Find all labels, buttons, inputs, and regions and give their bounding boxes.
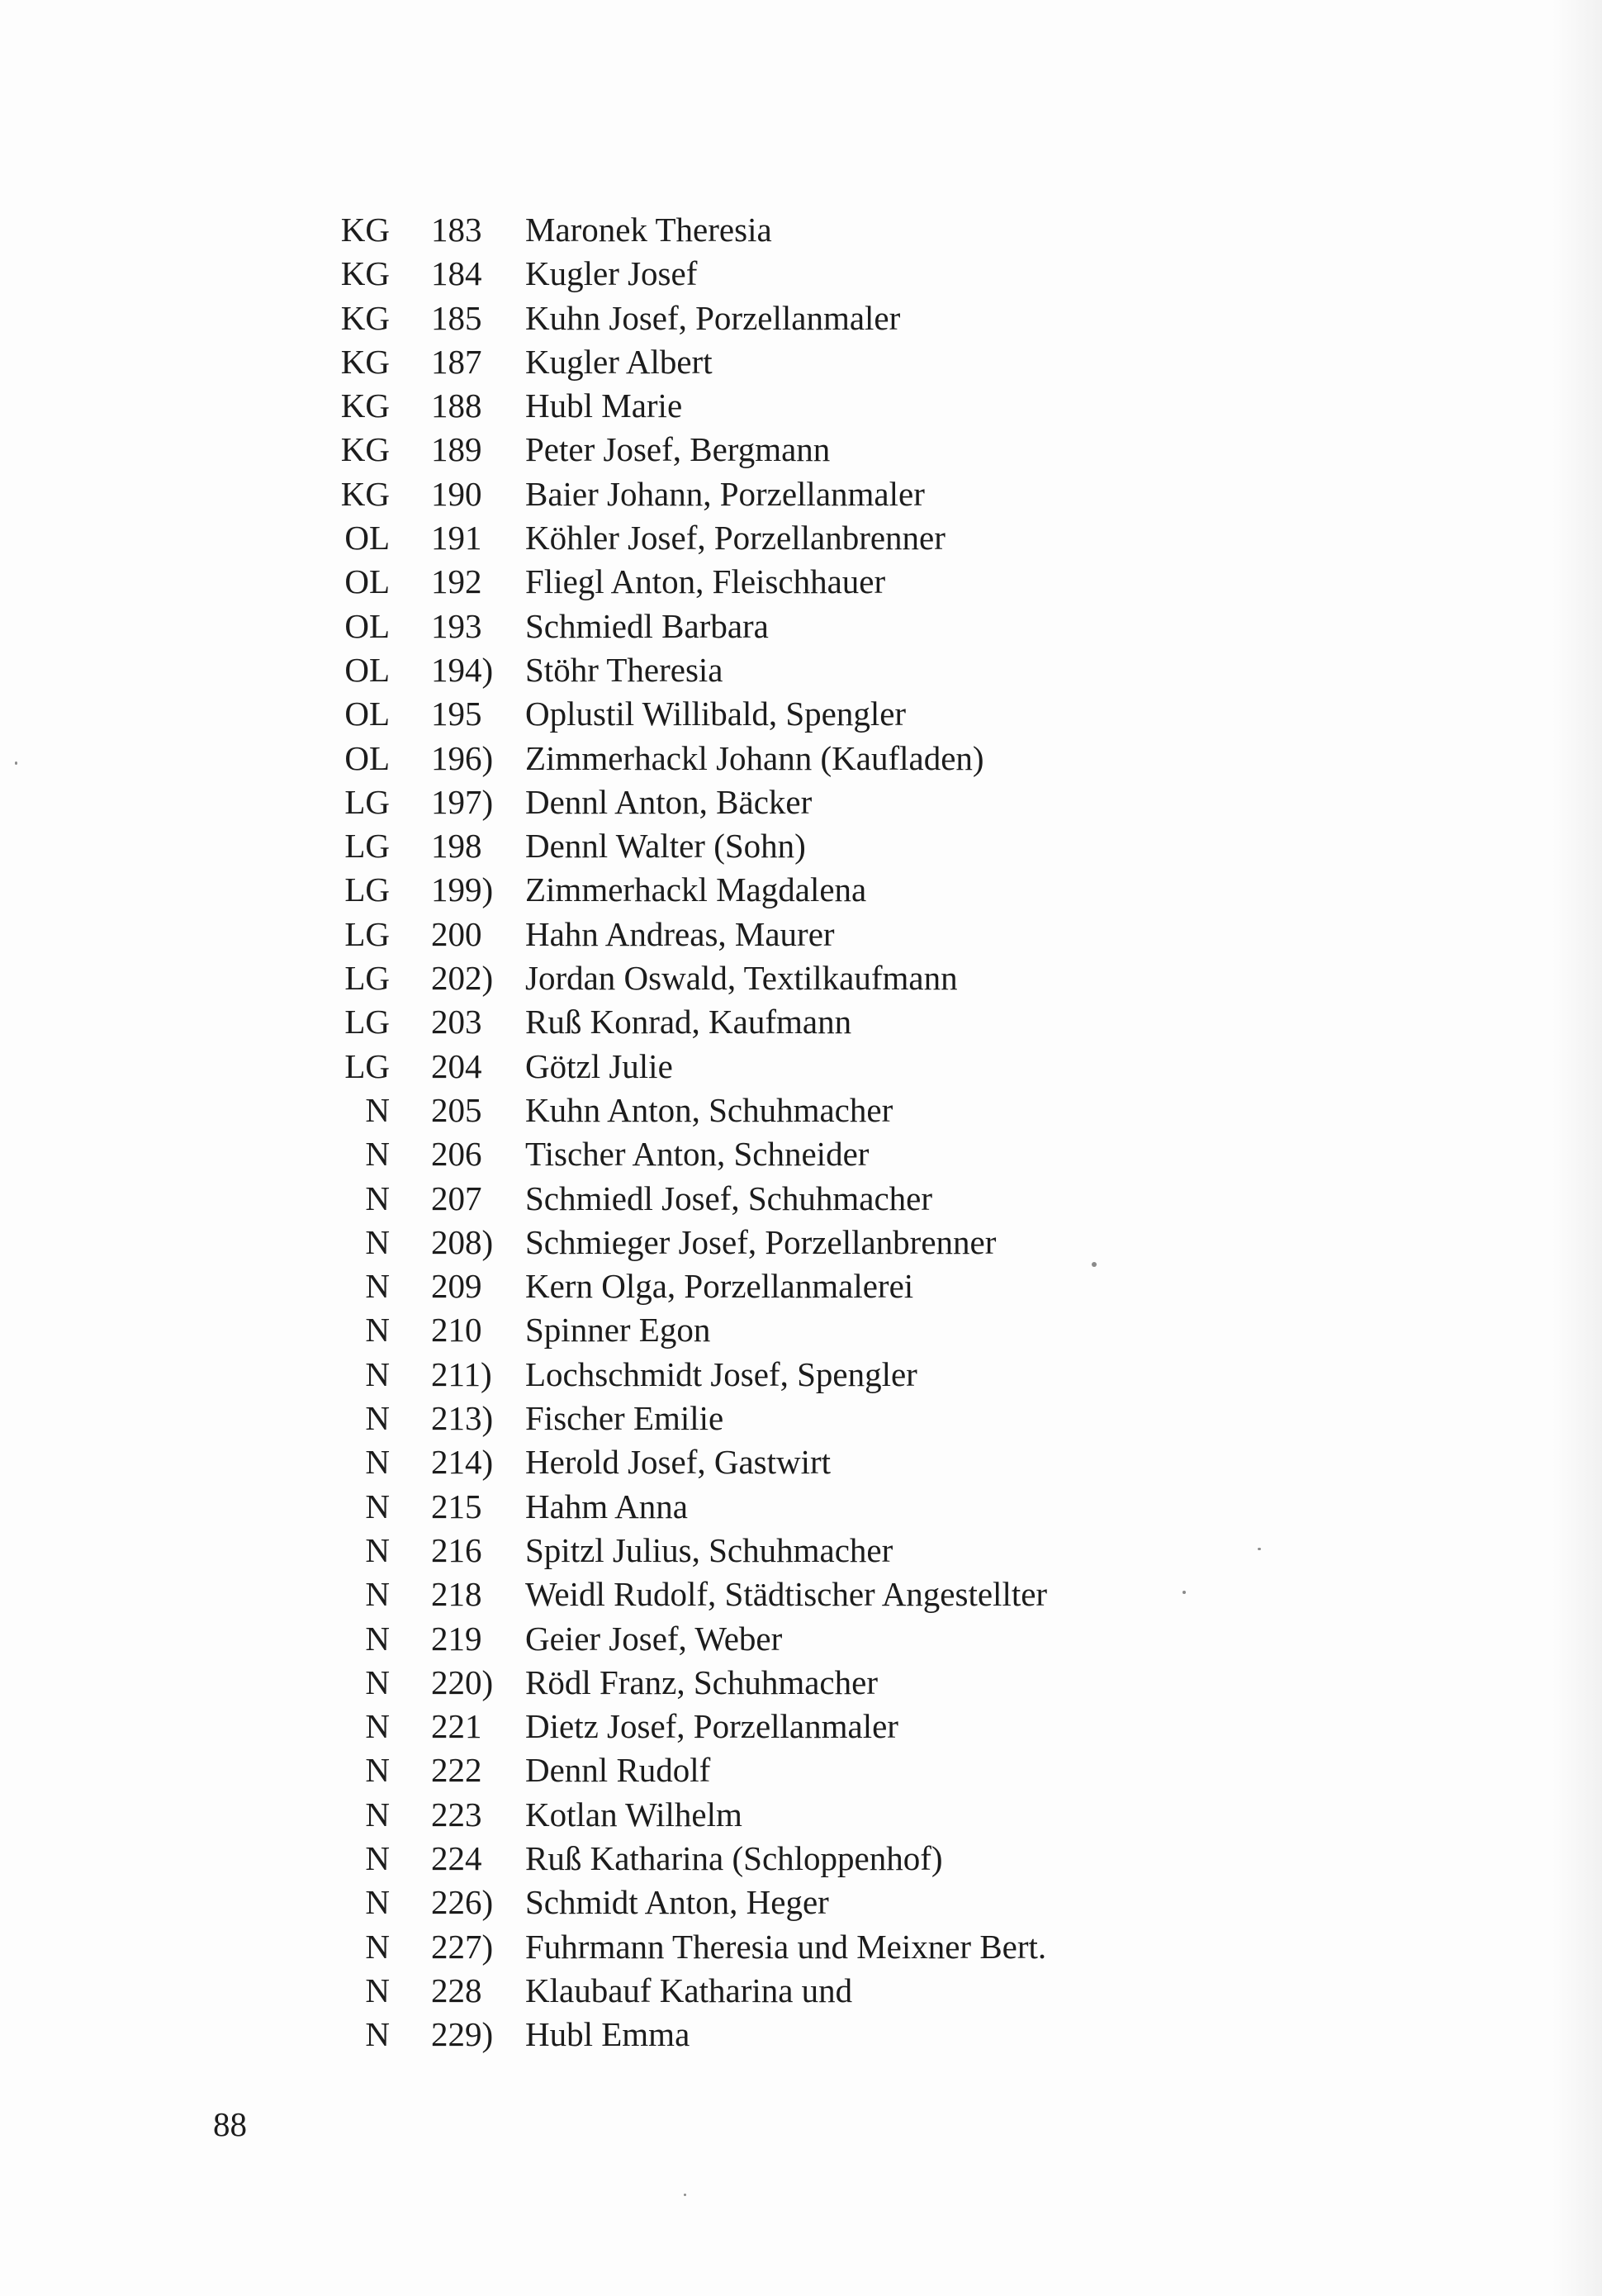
entry-name: Kotlan Wilhelm [525, 1795, 742, 1833]
entry-name: Fliegl Anton, Fleischhauer [525, 562, 886, 601]
entry-number: 207 [431, 1179, 482, 1217]
entry-number: 191 [431, 519, 482, 557]
page-edge-shadow [1552, 0, 1602, 2296]
entry-name: Dennl Walter (Sohn) [525, 827, 806, 866]
list-item [314, 1793, 1305, 1837]
list-item [314, 648, 1305, 692]
list-item [314, 208, 1305, 252]
entry-number: 224 [431, 1838, 482, 1877]
entry-name: Hubl Emma [525, 2015, 690, 2054]
entry-name: Schmiedl Barbara [525, 606, 769, 645]
list-item [314, 1045, 1305, 1089]
entry-name: Baier Johann, Porzellanmaler [525, 474, 925, 513]
entry-code: LG [344, 959, 390, 998]
entry-name: Lochschmidt Josef, Spengler [525, 1354, 917, 1393]
list-item [314, 913, 1305, 956]
entry-name: Hahn Andreas, Maurer [525, 914, 835, 953]
scan-speck [1092, 1262, 1097, 1267]
list-item [314, 692, 1305, 736]
entry-code: N [365, 1311, 390, 1350]
list-item [314, 737, 1305, 780]
entry-name: Dennl Anton, Bäcker [525, 782, 813, 821]
entry-code: OL [344, 519, 390, 557]
entry-name: Tischer Anton, Schneider [525, 1135, 870, 1174]
list-item [314, 1397, 1305, 1440]
entry-number: 199) [431, 870, 494, 909]
entry-code: N [365, 1751, 390, 1790]
entry-code: N [365, 1135, 390, 1174]
list-item [314, 1177, 1305, 1221]
entry-code: OL [344, 606, 390, 645]
entry-code: N [365, 1487, 390, 1525]
scan-speck [684, 2194, 686, 2196]
list-item [314, 1881, 1305, 1924]
entry-name: Oplustil Willibald, Spengler [525, 695, 907, 733]
entry-code: N [365, 1267, 390, 1306]
entry-name: Schmidt Anton, Heger [525, 1883, 829, 1922]
entry-code: LG [344, 827, 390, 866]
entry-name: Peter Josef, Bergmann [525, 430, 831, 469]
entry-number: 215 [431, 1487, 482, 1525]
entry-number: 189 [431, 430, 482, 469]
list-item [314, 1573, 1305, 1616]
list-item [314, 384, 1305, 428]
list-item [314, 868, 1305, 912]
entry-number: 220) [431, 1663, 494, 1701]
entry-number: 221 [431, 1707, 482, 1746]
entry-number: 210 [431, 1311, 482, 1350]
entry-code: N [365, 1619, 390, 1658]
list-item [314, 560, 1305, 604]
entry-number: 192 [431, 562, 482, 601]
entry-code: N [365, 1971, 390, 2009]
entry-number: 211) [431, 1354, 492, 1393]
entry-name: Kern Olga, Porzellanmalerei [525, 1267, 914, 1306]
entry-name: Köhler Josef, Porzellanbrenner [525, 519, 946, 557]
entry-number: 194) [431, 650, 494, 689]
list-item [314, 1748, 1305, 1792]
entry-number: 229) [431, 2015, 494, 2054]
entry-number: 219 [431, 1619, 482, 1658]
entry-name: Stöhr Theresia [525, 650, 723, 689]
entry-code: N [365, 1838, 390, 1877]
list-item [314, 780, 1305, 824]
entry-code: N [365, 1927, 390, 1966]
list-item [314, 1529, 1305, 1573]
list-item [314, 340, 1305, 384]
entry-code: N [365, 1179, 390, 1217]
entry-number: 198 [431, 827, 482, 866]
entry-name: Fischer Emilie [525, 1399, 724, 1438]
entry-code: KG [340, 474, 390, 513]
entry-code: N [365, 1663, 390, 1701]
entry-code: KG [340, 430, 390, 469]
entry-number: 222 [431, 1751, 482, 1790]
list-item [314, 296, 1305, 340]
entry-code: N [365, 1795, 390, 1833]
entry-code: LG [344, 870, 390, 909]
list-item [314, 1925, 1305, 1969]
entry-name: Zimmerhackl Johann (Kaufladen) [525, 738, 984, 777]
entry-code: N [365, 1530, 390, 1569]
list-item [314, 1308, 1305, 1352]
list-item [314, 1221, 1305, 1264]
entry-name: Götzl Julie [525, 1046, 673, 1085]
entry-code: KG [340, 298, 390, 337]
entry-code: KG [340, 387, 390, 425]
entry-code: N [365, 1443, 390, 1482]
entry-code: LG [344, 1003, 390, 1041]
entry-name: Rödl Franz, Schuhmacher [525, 1663, 878, 1701]
entry-number: 184 [431, 254, 482, 293]
entry-number: 209 [431, 1267, 482, 1306]
entry-name: Hubl Marie [525, 387, 683, 425]
entry-name: Kuhn Anton, Schuhmacher [525, 1090, 893, 1129]
entry-number: 197) [431, 782, 494, 821]
entry-code: KG [340, 254, 390, 293]
entry-name: Dietz Josef, Porzellanmaler [525, 1707, 898, 1746]
entry-name: Geier Josef, Weber [525, 1619, 783, 1658]
entry-number: 200 [431, 914, 482, 953]
entry-number: 187 [431, 342, 482, 381]
entry-code: N [365, 1883, 390, 1922]
scan-speck [15, 761, 17, 765]
entry-number: 204 [431, 1046, 482, 1085]
list-item [314, 1617, 1305, 1661]
entry-name: Spinner Egon [525, 1311, 711, 1350]
entry-code: N [365, 1399, 390, 1438]
entry-name: Kugler Josef [525, 254, 698, 293]
entry-name: Weidl Rudolf, Städtischer Angestellter [525, 1575, 1048, 1614]
entry-code: KG [340, 342, 390, 381]
entry-code: N [365, 2015, 390, 2054]
list-item [314, 956, 1305, 1000]
list-item [314, 516, 1305, 560]
entry-name: Zimmerhackl Magdalena [525, 870, 867, 909]
entry-name: Kuhn Josef, Porzellanmaler [525, 298, 901, 337]
list-item [314, 472, 1305, 516]
list-item [314, 1837, 1305, 1881]
list-item [314, 1132, 1305, 1176]
entry-code: N [365, 1707, 390, 1746]
entry-code: N [365, 1575, 390, 1614]
scan-speck [1258, 1548, 1261, 1550]
scan-speck [1183, 1591, 1186, 1594]
entry-code: OL [344, 738, 390, 777]
entry-number: 190 [431, 474, 482, 513]
entry-code: OL [344, 562, 390, 601]
entry-code: LG [344, 782, 390, 821]
list-item [314, 1264, 1305, 1308]
entry-code: OL [344, 695, 390, 733]
entry-number: 216 [431, 1530, 482, 1569]
entry-number: 213) [431, 1399, 494, 1438]
entry-code: KG [340, 211, 390, 249]
list-item [314, 1440, 1305, 1484]
entry-name: Spitzl Julius, Schuhmacher [525, 1530, 893, 1569]
entry-number: 185 [431, 298, 482, 337]
list-item [314, 1969, 1305, 2013]
entry-name: Schmieger Josef, Porzellanbrenner [525, 1222, 997, 1261]
entry-number: 227) [431, 1927, 494, 1966]
entry-number: 202) [431, 959, 494, 998]
entry-code: LG [344, 1046, 390, 1085]
entry-code: N [365, 1222, 390, 1261]
entry-number: 195 [431, 695, 482, 733]
entry-name: Maronek Theresia [525, 211, 772, 249]
entry-name: Ruß Katharina (Schloppenhof) [525, 1838, 943, 1877]
entry-name: Dennl Rudolf [525, 1751, 711, 1790]
list-item [314, 824, 1305, 868]
entry-code: LG [344, 914, 390, 953]
entry-number: 205 [431, 1090, 482, 1129]
list-item [314, 1353, 1305, 1397]
entry-code: N [365, 1090, 390, 1129]
list-item [314, 1089, 1305, 1132]
entry-number: 196) [431, 738, 494, 777]
list-item [314, 605, 1305, 648]
list-item [314, 1000, 1305, 1044]
entry-list [314, 208, 1305, 2056]
entry-code: N [365, 1354, 390, 1393]
entry-name: Hahm Anna [525, 1487, 688, 1525]
entry-number: 183 [431, 211, 482, 249]
entry-number: 206 [431, 1135, 482, 1174]
entry-number: 223 [431, 1795, 482, 1833]
entry-number: 228 [431, 1971, 482, 2009]
entry-name: Kugler Albert [525, 342, 713, 381]
entry-number: 193 [431, 606, 482, 645]
entry-number: 208) [431, 1222, 494, 1261]
entry-name: Jordan Oswald, Textilkaufmann [525, 959, 958, 998]
entry-name: Ruß Konrad, Kaufmann [525, 1003, 852, 1041]
entry-name: Schmiedl Josef, Schuhmacher [525, 1179, 933, 1217]
entry-name: Klaubauf Katharina und [525, 1971, 853, 2009]
entry-number: 218 [431, 1575, 482, 1614]
entry-number: 203 [431, 1003, 482, 1041]
entry-name: Fuhrmann Theresia und Meixner Bert. [525, 1927, 1047, 1966]
list-item [314, 1705, 1305, 1748]
entry-number: 214) [431, 1443, 494, 1482]
list-item [314, 428, 1305, 472]
entry-code: OL [344, 650, 390, 689]
list-item [314, 252, 1305, 296]
entry-name: Herold Josef, Gastwirt [525, 1443, 832, 1482]
entry-number: 188 [431, 387, 482, 425]
list-item [314, 2013, 1305, 2056]
list-item [314, 1661, 1305, 1705]
entry-number: 226) [431, 1883, 494, 1922]
page-number: 88 [213, 2105, 247, 2143]
list-item [314, 1485, 1305, 1529]
